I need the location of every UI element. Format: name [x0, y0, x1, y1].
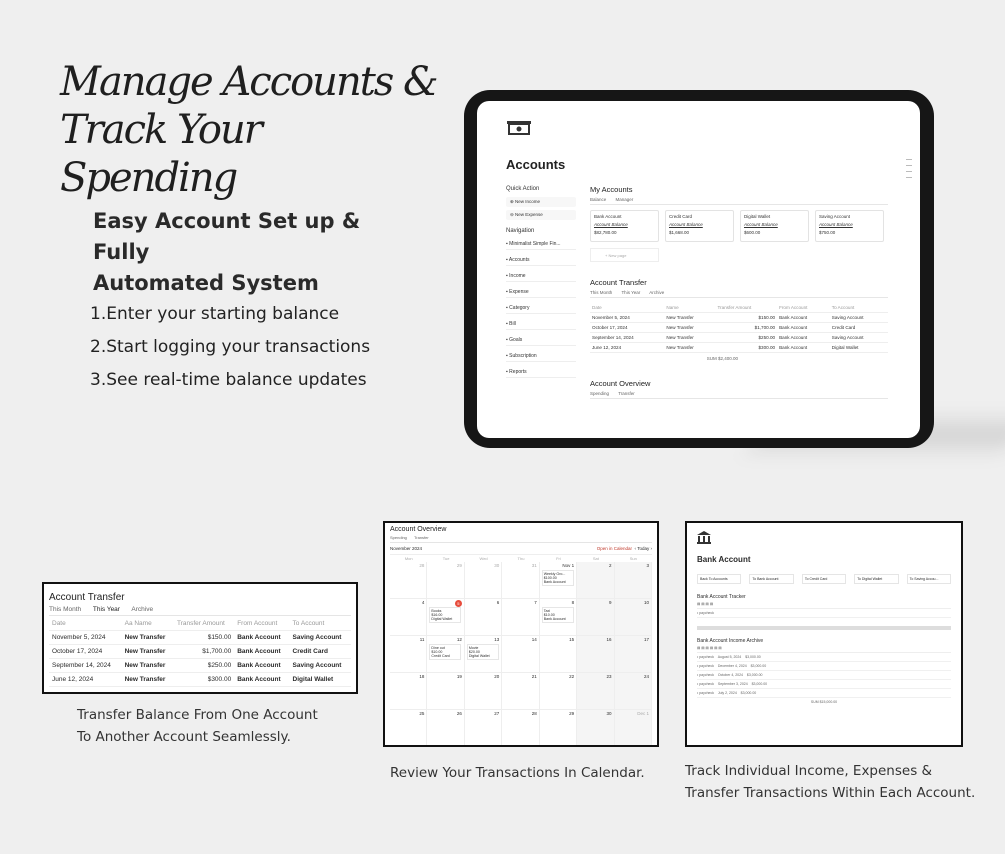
- account-card-saving[interactable]: [815, 210, 884, 242]
- table-row[interactable]: [590, 343, 888, 353]
- to-bank-account-button[interactable]: To Bank Account: [749, 574, 793, 584]
- col-name: Name: [664, 303, 715, 313]
- new-expense-button[interactable]: ⊖ New Expense: [506, 210, 576, 220]
- cell-to: Saving Account: [290, 631, 351, 645]
- calendar-panel: [383, 521, 659, 747]
- event-acct: Bank Account: [543, 617, 566, 621]
- today-button[interactable]: Today: [637, 546, 650, 551]
- tab-archive[interactable]: Archive: [649, 290, 665, 295]
- main-content: [590, 185, 888, 404]
- col-to: To Account: [830, 303, 888, 313]
- date-number: 7: [534, 600, 537, 605]
- cell-name: New Transfer: [122, 645, 174, 659]
- archive-row[interactable]: • paycheck July 2, 2024 $3,000.00: [697, 689, 951, 698]
- event-name: Weekly Gro...: [543, 572, 566, 576]
- nav-item-income[interactable]: ▪ Income: [506, 271, 576, 282]
- calendar-cell[interactable]: [540, 710, 577, 747]
- calendar-cell[interactable]: [502, 710, 539, 747]
- event-name: Dine out: [431, 646, 445, 650]
- date-number: 14: [531, 637, 537, 642]
- cell-name: New Transfer: [664, 333, 715, 343]
- date-number: 29: [569, 711, 575, 716]
- action-buttons: [697, 574, 951, 584]
- col-name: Aa Name: [122, 617, 174, 631]
- new-income-button[interactable]: ⊕ New Income: [506, 197, 576, 207]
- calendar-cell[interactable]: [427, 673, 464, 710]
- sidebar: [506, 183, 576, 383]
- transfer-panel: [42, 582, 358, 694]
- date-number: 28: [419, 563, 425, 568]
- date-number: 21: [531, 674, 537, 679]
- cell-date: September 14, 2024: [49, 659, 122, 673]
- calendar-cell[interactable]: [390, 710, 427, 747]
- calendar-cell[interactable]: [577, 710, 614, 747]
- table-row[interactable]: [590, 323, 888, 333]
- cell-date: June 12, 2024: [49, 673, 122, 687]
- calendar-toolbar: [390, 543, 652, 554]
- archive-tabs: ▤ ▤ ▤ ▤ ▤ ▤: [697, 646, 951, 653]
- cell-from: Bank Account: [234, 645, 289, 659]
- cell-amount: $250.00: [715, 333, 777, 343]
- cell-from: Bank Account: [777, 313, 830, 323]
- date-number: 9: [609, 600, 612, 605]
- table-row[interactable]: [590, 313, 888, 323]
- card-label: Account Balance: [594, 222, 628, 227]
- calendar-event[interactable]: [467, 644, 499, 660]
- calendar-cell[interactable]: [427, 562, 464, 599]
- subhead-line-2: Automated System: [93, 271, 319, 295]
- event-acct: Digital Wallet: [468, 654, 490, 658]
- day-name: Sun: [629, 556, 637, 561]
- date-number: 24: [643, 674, 649, 679]
- caption-line-1: Transfer Balance From One Account: [77, 707, 318, 723]
- event-name: Taxi: [543, 609, 551, 613]
- calendar-cell[interactable]: [465, 710, 502, 747]
- tab-this-year[interactable]: This Year: [621, 290, 641, 295]
- tab-transfer[interactable]: Transfer: [618, 391, 635, 396]
- archive-row[interactable]: • paycheck October 4, 2024 $3,000.00: [697, 671, 951, 680]
- date-number: 11: [419, 637, 425, 642]
- tab-spending[interactable]: Spending: [390, 535, 407, 540]
- calendar-cell[interactable]: [615, 673, 652, 710]
- calendar-cell[interactable]: [577, 599, 614, 636]
- date-number: Dec 1: [637, 711, 649, 716]
- table-row[interactable]: [49, 645, 351, 659]
- event-amount: $10.00: [543, 613, 555, 617]
- table-row[interactable]: [49, 659, 351, 673]
- transfer-sum: SUM $2,400.00: [706, 356, 738, 361]
- date-number: 26: [456, 711, 462, 716]
- date-number: 3: [646, 563, 649, 568]
- card-value: $82,780.00: [594, 230, 617, 235]
- tracker-heading: Bank Account Tracker: [697, 594, 746, 600]
- headline-line-2: Track Your Spending: [60, 107, 261, 201]
- calendar-cell[interactable]: [465, 562, 502, 599]
- calendar-event[interactable]: [542, 607, 574, 623]
- my-accounts-tabs: [590, 197, 888, 205]
- panel-title: Bank Account: [697, 555, 751, 564]
- bank-caption: [685, 760, 995, 804]
- month-label: November 2024: [390, 546, 423, 551]
- calendar-event[interactable]: [429, 607, 461, 623]
- calendar-cell[interactable]: [577, 562, 614, 599]
- calendar-cell[interactable]: [615, 599, 652, 636]
- cell-amount: $1,700.00: [174, 645, 234, 659]
- archive-row[interactable]: • paycheck December 4, 2024 $3,000.00: [697, 662, 951, 671]
- date-number: 18: [419, 674, 425, 679]
- transfer-table: [49, 617, 351, 687]
- cell-from: Bank Account: [777, 343, 830, 353]
- panel-tabs: [390, 533, 652, 543]
- cell-to: Saving Account: [830, 333, 888, 343]
- caption-line-1: Track Individual Income, Expenses &: [685, 763, 933, 779]
- next-icon[interactable]: ›: [650, 546, 652, 551]
- account-card-bank[interactable]: [590, 210, 659, 242]
- card-value: $600.00: [744, 230, 761, 235]
- cell-amount: $1,700.00: [715, 323, 777, 333]
- cell-to: Saving Account: [290, 659, 351, 673]
- col-from: From Account: [777, 303, 830, 313]
- tracker-tabs: ▤ ▤ ▤ ▤: [697, 602, 951, 609]
- overview-tabs: [590, 391, 888, 399]
- date-number: 30: [494, 563, 500, 568]
- day-name: Fri: [556, 556, 561, 561]
- panel-title: Account Transfer: [49, 592, 125, 603]
- date-number: 13: [494, 637, 500, 642]
- date-number: 31: [531, 563, 537, 568]
- tab-this-month[interactable]: This Month: [590, 290, 613, 295]
- subhead-line-1: Easy Account Set up & Fully: [93, 209, 361, 264]
- event-name: Movie: [468, 646, 479, 650]
- card-label: Account Balance: [744, 222, 778, 227]
- headline: [60, 58, 440, 202]
- card-value: $750.00: [819, 230, 836, 235]
- date-number: 5: [455, 600, 462, 607]
- calendar-cell[interactable]: [502, 562, 539, 599]
- date-number: 2: [609, 563, 612, 568]
- date-number: 16: [606, 637, 612, 642]
- subheadline: [93, 206, 413, 299]
- overview-heading: Account Overview: [590, 379, 651, 388]
- day-name: Wed: [479, 556, 488, 561]
- calendar-cell[interactable]: [540, 599, 577, 636]
- calendar-cell[interactable]: [540, 636, 577, 673]
- steps-list: [90, 298, 370, 397]
- account-card-credit[interactable]: [665, 210, 734, 242]
- cell-date: November 5, 2024: [49, 631, 122, 645]
- date-number: Nov 1: [562, 563, 575, 568]
- cell-to: Credit Card: [290, 645, 351, 659]
- calendar-event[interactable]: [429, 644, 461, 660]
- headline-line-1: Manage Accounts &: [60, 59, 437, 105]
- col-date: Date: [590, 303, 664, 313]
- calendar-cell[interactable]: [615, 562, 652, 599]
- step-2: 2.Start logging your transactions: [90, 337, 371, 357]
- col-amount: Transfer Amount: [174, 617, 234, 631]
- calendar-cell[interactable]: [615, 636, 652, 673]
- calendar-cell[interactable]: [427, 599, 464, 636]
- transfer-table: [590, 303, 888, 353]
- cell-date: October 17, 2024: [49, 645, 122, 659]
- tab-transfer[interactable]: Transfer: [413, 535, 429, 540]
- calendar-cell[interactable]: [540, 673, 577, 710]
- panel-tabs: [49, 606, 351, 616]
- cell-date: June 12, 2024: [590, 343, 664, 353]
- transfer-heading: Account Transfer: [590, 278, 647, 287]
- nav-item-category[interactable]: ▪ Category: [506, 303, 576, 314]
- date-number: 23: [606, 674, 612, 679]
- bank-account-panel: [685, 521, 963, 747]
- tab-spending[interactable]: Spending: [590, 391, 610, 396]
- date-number: 20: [494, 674, 500, 679]
- nav-item-expense[interactable]: ▪ Expense: [506, 287, 576, 298]
- calendar-cell[interactable]: [502, 599, 539, 636]
- caption-line-2: Transfer Transactions Within Each Account.: [685, 785, 976, 801]
- tab-archive[interactable]: Archive: [131, 606, 154, 613]
- col-date: Date: [49, 617, 122, 631]
- transfer-caption: [77, 704, 377, 748]
- day-name: Tue: [442, 556, 450, 561]
- open-in-calendar-button[interactable]: Open in Calendar: [596, 546, 633, 551]
- archive-row[interactable]: • paycheck August 5, 2024 $3,000.00: [697, 653, 951, 662]
- calendar-cell[interactable]: [502, 673, 539, 710]
- archive-row[interactable]: • paycheck September 3, 2024 $3,000.00: [697, 680, 951, 689]
- tablet-screen: [477, 101, 920, 438]
- event-amount: $10.00: [431, 650, 443, 654]
- calendar-cell[interactable]: [465, 599, 502, 636]
- tab-this-year[interactable]: This Year: [92, 606, 120, 613]
- date-number: 22: [569, 674, 575, 679]
- card-name: Digital Wallet: [744, 214, 771, 219]
- date-number: 10: [643, 600, 649, 605]
- to-digital-wallet-button[interactable]: To Digital Wallet: [854, 574, 898, 584]
- calendar-cell[interactable]: [390, 636, 427, 673]
- col-to: To Account: [290, 617, 351, 631]
- col-from: From Account: [234, 617, 289, 631]
- cell-to: Saving Account: [830, 313, 888, 323]
- quick-action-heading: Quick Action: [506, 186, 540, 192]
- prev-icon[interactable]: ‹: [634, 546, 637, 551]
- cell-name: New Transfer: [122, 673, 174, 687]
- cell-from: Bank Account: [234, 659, 289, 673]
- day-name: Sat: [592, 556, 599, 561]
- cash-icon: [506, 120, 532, 135]
- event-name: Books: [431, 609, 442, 613]
- event-amount: $100.00: [543, 576, 557, 580]
- date-number: 17: [643, 637, 649, 642]
- calendar-cell[interactable]: [577, 673, 614, 710]
- cell-to: Digital Wallet: [290, 673, 351, 687]
- date-number: 30: [606, 711, 612, 716]
- cell-date: September 14, 2024: [590, 333, 664, 343]
- table-row[interactable]: [49, 673, 351, 687]
- nav-item-goals[interactable]: ▪ Goals: [506, 335, 576, 346]
- cell-from: Bank Account: [777, 333, 830, 343]
- tab-balance[interactable]: Balance: [590, 197, 607, 202]
- calendar-cell[interactable]: [502, 636, 539, 673]
- bank-icon: [697, 531, 711, 544]
- caption-line-2: To Another Account Seamlessly.: [77, 729, 291, 745]
- cell-name: New Transfer: [664, 313, 715, 323]
- card-name: Saving Account: [819, 214, 851, 219]
- nav-item-reports[interactable]: ▪ Reports: [506, 367, 576, 378]
- day-name: Thu: [517, 556, 525, 561]
- card-label: Account Balance: [669, 222, 703, 227]
- calendar-cell[interactable]: [540, 562, 577, 599]
- tab-manager[interactable]: Manager: [615, 197, 634, 202]
- date-number: 27: [494, 711, 500, 716]
- cell-amount: $150.00: [715, 313, 777, 323]
- page-title: Accounts: [506, 157, 566, 172]
- calendar-grid: [390, 554, 652, 747]
- calendar-cell[interactable]: [577, 636, 614, 673]
- calendar-cell[interactable]: [465, 673, 502, 710]
- cell-date: October 17, 2024: [590, 323, 664, 333]
- cell-amount: $250.00: [174, 659, 234, 673]
- col-amount: Transfer Amount: [715, 303, 777, 313]
- date-number: 25: [419, 711, 425, 716]
- new-page-button[interactable]: + New page: [590, 248, 659, 262]
- calendar-cell[interactable]: [390, 562, 427, 599]
- day-name: Mon: [404, 556, 413, 561]
- divider: [697, 626, 951, 630]
- account-card-wallet[interactable]: [740, 210, 809, 242]
- step-1: 1.Enter your starting balance: [90, 304, 340, 324]
- cell-from: Bank Account: [234, 631, 289, 645]
- nav-item-home[interactable]: ▪ Minimalist Simple Fin...: [506, 239, 576, 250]
- archive-sum: SUM $15,000.00: [810, 700, 838, 704]
- calendar-event[interactable]: [542, 570, 574, 586]
- calendar-cell[interactable]: [465, 636, 502, 673]
- cell-date: November 5, 2024: [590, 313, 664, 323]
- tracker-row[interactable]: • paycheck: [697, 609, 951, 618]
- calendar-cell[interactable]: [427, 710, 464, 747]
- event-acct: Credit Card: [431, 654, 450, 658]
- card-name: Credit Card: [669, 214, 693, 219]
- cell-name: New Transfer: [664, 323, 715, 333]
- calendar-cell[interactable]: [427, 636, 464, 673]
- card-label: Account Balance: [819, 222, 853, 227]
- calendar-cell[interactable]: [615, 710, 652, 747]
- panel-title: Account Overview: [390, 526, 447, 533]
- calendar-cell[interactable]: [390, 599, 427, 636]
- table-row[interactable]: [590, 333, 888, 343]
- to-credit-card-button[interactable]: To Credit Card: [802, 574, 846, 584]
- event-acct: Bank Account: [543, 580, 566, 584]
- date-number: 15: [569, 637, 575, 642]
- archive-heading: Bank Account Income Archive: [697, 638, 764, 644]
- calendar-caption: Review Your Transactions In Calendar.: [390, 765, 645, 781]
- nav-item-subscription[interactable]: ▪ Subscription: [506, 351, 576, 362]
- date-number: 4: [421, 600, 425, 605]
- card-name: Bank Account: [594, 214, 622, 219]
- cell-from: Bank Account: [777, 323, 830, 333]
- cell-to: Digital Wallet: [830, 343, 888, 353]
- nav-item-bill[interactable]: ▪ Bill: [506, 319, 576, 330]
- cell-name: New Transfer: [122, 631, 174, 645]
- calendar-cell[interactable]: [390, 673, 427, 710]
- transfer-tabs: [590, 290, 888, 298]
- date-number: 8: [571, 600, 575, 605]
- cell-amount: $150.00: [174, 631, 234, 645]
- back-to-accounts-button[interactable]: Back To Accounts: [697, 574, 741, 584]
- cell-name: New Transfer: [664, 343, 715, 353]
- step-3: 3.See real-time balance updates: [90, 370, 367, 390]
- cell-name: New Transfer: [122, 659, 174, 673]
- nav-item-accounts[interactable]: ▪ Accounts: [506, 255, 576, 266]
- account-cards: [590, 210, 888, 242]
- event-acct: Digital Wallet: [431, 617, 453, 621]
- cell-amount: $300.00: [715, 343, 777, 353]
- event-amount: $20.00: [468, 650, 480, 654]
- to-saving-account-button[interactable]: To Saving Accou...: [907, 574, 951, 584]
- card-value: $1,668.00: [669, 230, 690, 235]
- cell-from: Bank Account: [234, 673, 289, 687]
- tab-this-month[interactable]: This Month: [49, 606, 82, 613]
- date-number: 6: [496, 600, 500, 605]
- navigation-heading: Navigation: [506, 228, 535, 234]
- outline-indicator[interactable]: [906, 159, 912, 183]
- cell-amount: $300.00: [174, 673, 234, 687]
- date-number: 19: [456, 674, 462, 679]
- date-number: 29: [456, 563, 462, 568]
- event-amount: $16.00: [431, 613, 443, 617]
- my-accounts-heading: My Accounts: [590, 185, 633, 194]
- date-number: 12: [456, 637, 462, 642]
- cell-to: Credit Card: [830, 323, 888, 333]
- date-number: 28: [531, 711, 537, 716]
- table-row[interactable]: [49, 631, 351, 645]
